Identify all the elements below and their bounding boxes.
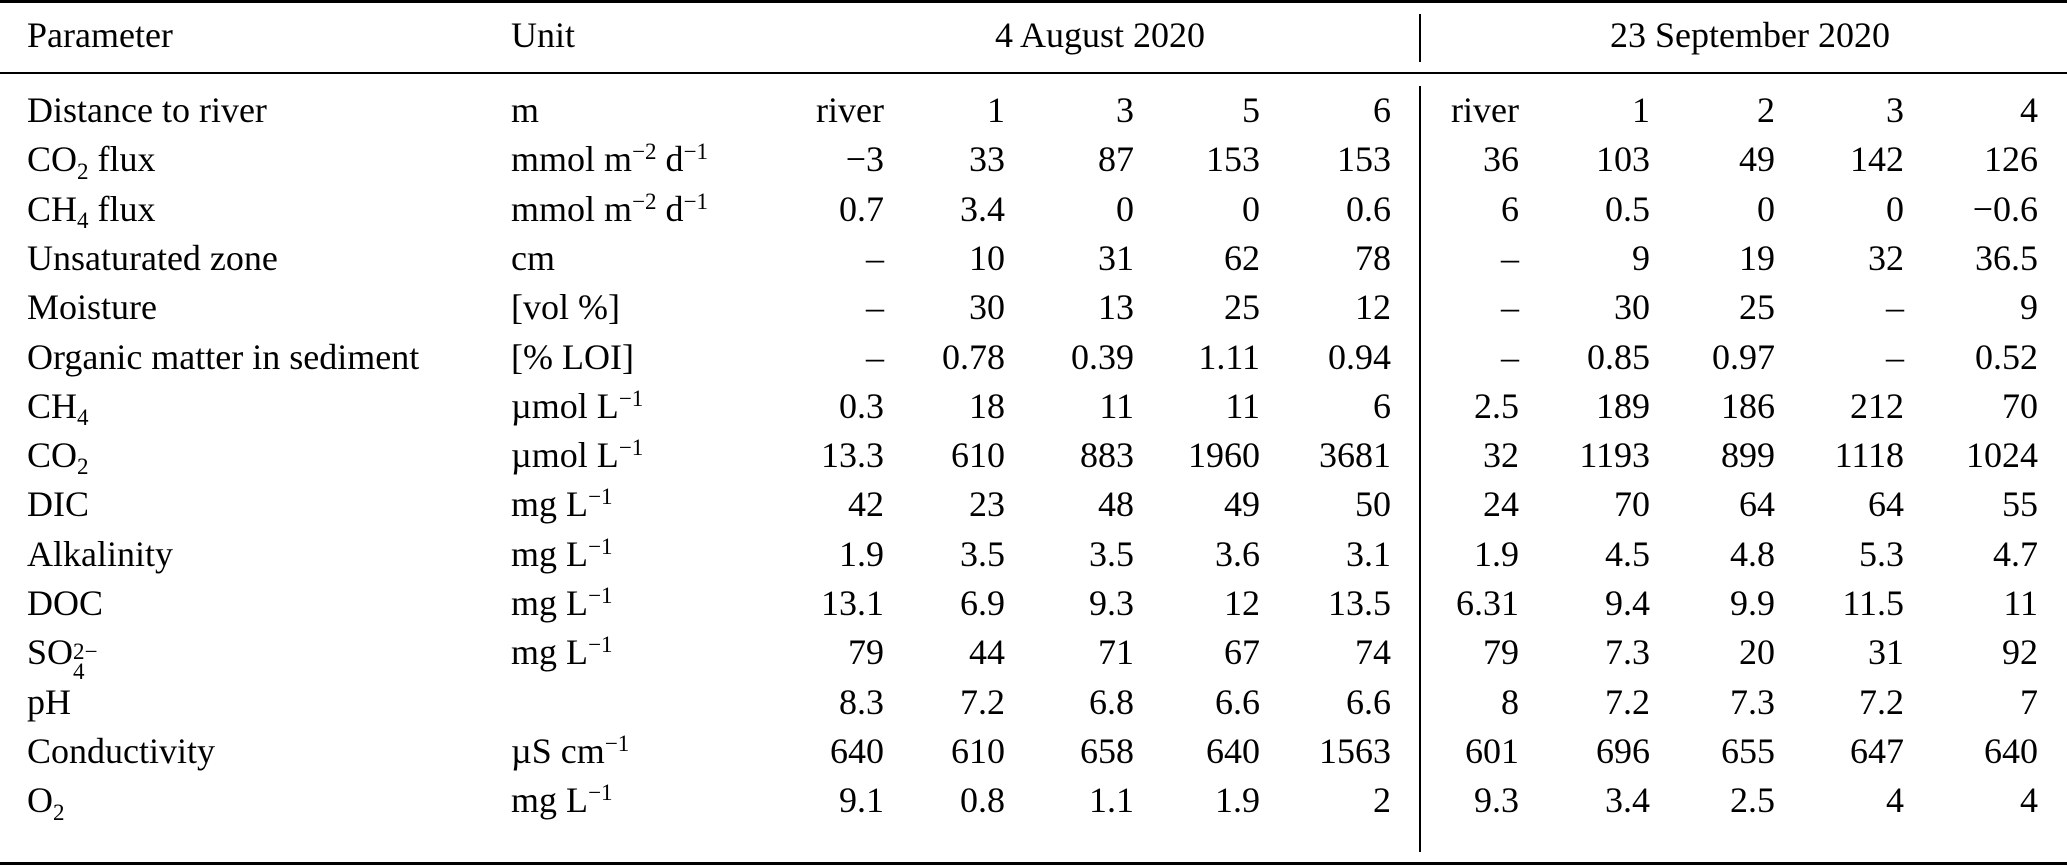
cell-august: 23 [969,484,1005,525]
row-parameter-name: SO 2− 4 [27,632,98,684]
cell-august: 25 [1224,287,1260,328]
cell-september: 11.5 [1842,583,1904,623]
cell-august: 0.8 [960,780,1005,821]
cell-august: 6 [1373,90,1391,130]
cell-august: 153 [1337,139,1391,180]
cell-august: 6.9 [960,583,1005,623]
cell-august: 31 [1098,237,1134,278]
cell-september: 7.3 [1605,632,1650,673]
cell-september: 1 [1632,90,1650,130]
cell-september: 64 [1739,484,1775,525]
row-parameter-name: $CH_4$ flux [27,188,156,233]
row-unit: mg $L^{-1}$ [511,483,613,525]
row-parameter-name: DOC [27,583,104,623]
cell-august: 44 [969,632,1005,673]
cell-september: 31 [1868,632,1904,673]
cell-august: 3.5 [1089,533,1134,574]
cell-august: 1.9 [839,533,884,574]
cell-august: – [866,237,884,278]
cell-august: 1563 [1319,730,1391,771]
cell-august: 1.9 [1215,780,1260,821]
cell-september: 6.31 [1456,583,1519,623]
cell-august: 13 [1098,287,1134,328]
cell-september: 4.5 [1605,533,1650,574]
cell-september: 11 [2003,583,2038,623]
cell-august: 640 [1206,730,1260,771]
cell-september: – [1886,287,1904,328]
cell-september: 0.85 [1587,336,1650,377]
cell-september: 0.5 [1605,188,1650,229]
row-parameter-name: $CO_2$ [27,435,89,480]
row-parameter-name: Organic matter in sediment [27,336,420,377]
cell-september: 189 [1596,385,1650,426]
table-bottom-rule [0,862,2067,865]
cell-september: 2.5 [1474,385,1519,426]
cell-september: 30 [1614,287,1650,328]
cell-august: 9.3 [1089,583,1134,623]
row-parameter-name: Alkalinity [27,533,173,574]
cell-august: 62 [1224,237,1260,278]
cell-august: 0.6 [1346,188,1391,229]
cell-august: river [816,90,884,130]
cell-september: 4.8 [1730,533,1775,574]
row-unit: µS $cm^{-1}$ [511,729,630,771]
cell-august: 49 [1224,484,1260,525]
row-unit: m [511,90,540,130]
row-unit: mmol $m^{-2}$ $d^{-1}$ [511,187,709,229]
cell-september: 4.7 [1993,533,2038,574]
cell-august: 11 [1225,385,1260,426]
cell-september: 55 [2002,484,2038,525]
row-unit: µmol $L^{-1}$ [511,384,644,426]
cell-august: 3681 [1319,435,1391,476]
header-parameter: Parameter [27,15,173,55]
cell-august: 79 [848,632,884,673]
row-unit: [vol %] [511,287,620,328]
cell-september: 126 [1984,139,2038,180]
row-parameter-name: DIC [27,484,89,525]
cell-september: −0.6 [1972,188,2038,229]
cell-september: 186 [1721,385,1775,426]
cell-august: 67 [1224,632,1260,673]
cell-august: 2 [1373,780,1391,821]
cell-august: 1 [987,90,1005,130]
cell-september: 4 [1886,780,1904,821]
row-unit: mg $L^{-1}$ [511,582,613,623]
table-top-rule [0,0,2067,3]
cell-september: 1118 [1834,435,1904,476]
cell-september: 655 [1721,730,1775,771]
cell-september: 0 [1886,188,1904,229]
header-date-september: 23 September 2020 [1610,15,1890,55]
cell-august: 30 [969,287,1005,328]
date-group-divider-header [1419,14,1421,62]
cell-august: – [866,287,884,328]
header-date-august: 4 August 2020 [994,15,1206,55]
cell-august: 1.1 [1089,780,1134,821]
cell-august: 3.4 [960,188,1005,229]
cell-august: 0.78 [942,336,1005,377]
cell-september: 5.3 [1859,533,1904,574]
row-parameter-name: Moisture [27,287,157,328]
cell-august: 8.3 [839,681,884,722]
cell-september: 70 [1614,484,1650,525]
cell-september: 9.3 [1474,780,1519,821]
cell-september: 7.2 [1605,681,1650,722]
cell-september: 7.2 [1859,681,1904,722]
cell-september: 19 [1739,237,1775,278]
cell-september: 64 [1868,484,1904,525]
cell-august: 1.11 [1198,336,1260,377]
cell-august: 153 [1206,139,1260,180]
cell-september: 0.97 [1712,336,1775,377]
cell-september: 49 [1739,139,1775,180]
cell-september: 70 [2002,385,2038,426]
cell-august: 3.5 [960,533,1005,574]
cell-september: – [1501,287,1519,328]
cell-september: 0 [1757,188,1775,229]
cell-september: 92 [2002,632,2038,673]
cell-august: 6.6 [1215,681,1260,722]
cell-september: 696 [1596,730,1650,771]
cell-august: 658 [1080,730,1134,771]
cell-august: 5 [1242,90,1260,130]
row-unit: mg $L^{-1}$ [511,532,613,574]
cell-september: 25 [1739,287,1775,328]
row-parameter-name: Unsaturated zone [27,237,278,278]
cell-august: 6.8 [1089,681,1134,722]
cell-august: 74 [1355,632,1391,673]
table-header-rule [0,72,2067,74]
cell-september: 4 [2020,780,2038,821]
row-parameter-name: $O_2$ [27,780,65,825]
cell-september: 7.3 [1730,681,1775,722]
cell-august: 6.6 [1346,681,1391,722]
cell-august: 610 [951,730,1005,771]
header-unit: Unit [511,15,576,55]
cell-september: 4 [2020,90,2038,130]
cell-august: 71 [1098,632,1134,673]
cell-august: 3.1 [1346,533,1391,574]
cell-august: – [866,336,884,377]
cell-august: 13.5 [1328,583,1391,623]
cell-august: 0 [1116,188,1134,229]
cell-september: 36 [1483,139,1519,180]
cell-august: 0.7 [839,188,884,229]
cell-august: 12 [1224,583,1260,623]
cell-september: 7 [2020,681,2038,722]
cell-august: 610 [951,435,1005,476]
cell-september: 79 [1483,632,1519,673]
cell-september: – [1886,336,1904,377]
row-unit: cm [511,237,555,278]
cell-september: 36.5 [1975,237,2038,278]
cell-september: 3 [1886,90,1904,130]
cell-august: 3.6 [1215,533,1260,574]
cell-august: 883 [1080,435,1134,476]
cell-august: 48 [1098,484,1134,525]
cell-september: river [1451,90,1519,130]
cell-august: 0.39 [1071,336,1134,377]
cell-august: 33 [969,139,1005,180]
row-parameter-name: $CO_2$ flux [27,139,156,184]
cell-august: 11 [1099,385,1134,426]
row-unit: mg $L^{-1}$ [511,631,613,673]
cell-august: 1960 [1188,435,1260,476]
cell-august: −3 [845,139,884,180]
cell-september: 899 [1721,435,1775,476]
cell-september: 24 [1483,484,1519,525]
cell-september: – [1501,237,1519,278]
cell-september: 20 [1739,632,1775,673]
cell-august: 0.3 [839,385,884,426]
cell-september: 142 [1850,139,1904,180]
cell-september: 640 [1984,730,2038,771]
row-unit: mmol $m^{-2}$ $d^{-1}$ [511,138,709,180]
cell-september: 6 [1501,188,1519,229]
cell-september: 3.4 [1605,780,1650,821]
cell-september: 9.4 [1605,583,1650,623]
row-unit: µmol $L^{-1}$ [511,434,644,476]
row-parameter-name: Conductivity [27,730,215,771]
cell-september: 601 [1465,730,1519,771]
cell-september: 647 [1850,730,1904,771]
row-parameter-name: $CH_4$ [27,385,89,431]
cell-september: 8 [1501,681,1519,722]
cell-august: 0.94 [1328,336,1391,377]
cell-september: 212 [1850,385,1904,426]
cell-august: 640 [830,730,884,771]
cell-august: 12 [1355,287,1391,328]
cell-august: 42 [848,484,884,525]
cell-september: 2 [1757,90,1775,130]
cell-august: 13.1 [821,583,884,623]
cell-september: 9 [1632,237,1650,278]
cell-september: 32 [1868,237,1904,278]
cell-september: 9.9 [1730,583,1775,623]
cell-august: 50 [1355,484,1391,525]
cell-august: 7.2 [960,681,1005,722]
cell-august: 9.1 [839,780,884,821]
row-unit: [% LOI] [511,336,634,377]
cell-august: 6 [1373,385,1391,426]
cell-august: 13.3 [821,435,884,476]
cell-september: 9 [2020,287,2038,328]
cell-august: 3 [1116,90,1134,130]
cell-august: 0 [1242,188,1260,229]
cell-august: 78 [1355,237,1391,278]
cell-september: – [1501,336,1519,377]
cell-august: 18 [969,385,1005,426]
cell-september: 32 [1483,435,1519,476]
cell-september: 2.5 [1730,780,1775,821]
row-parameter-name: pH [27,681,71,722]
cell-august: 87 [1098,139,1134,180]
cell-september: 0.52 [1975,336,2038,377]
row-parameter-name: Distance to river [27,90,267,130]
row-unit: mg $L^{-1}$ [511,779,613,821]
cell-september: 1.9 [1474,533,1519,574]
cell-september: 1024 [1966,435,2038,476]
cell-september: 103 [1596,139,1650,180]
cell-september: 1193 [1579,435,1650,476]
cell-august: 10 [969,237,1005,278]
